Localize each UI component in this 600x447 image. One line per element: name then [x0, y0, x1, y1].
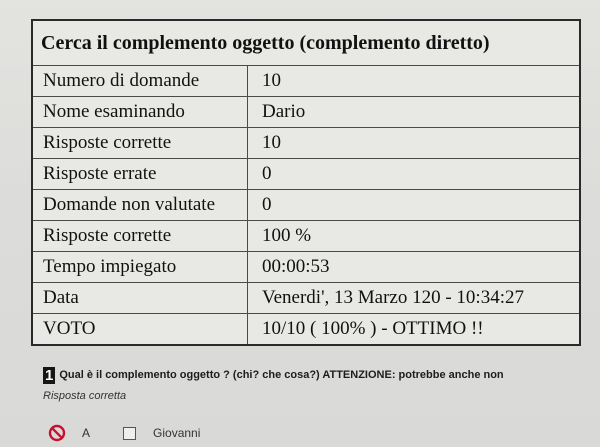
row-value-numero-domande: 10 [248, 66, 581, 97]
answer-option-a[interactable]: A [82, 426, 91, 440]
results-title-row [32, 20, 580, 66]
table-row [32, 97, 580, 128]
row-label-domande-non-valutate: Domande non valutate [32, 190, 248, 221]
question-text: Qual è il complemento oggetto ? (chi? che cosa?) ATTENZIONE: potrebbe anche non [59, 369, 504, 381]
row-value-nome-esaminando: Dario [248, 97, 581, 128]
row-value-tempo-impiegato: 00:00:53 [248, 252, 581, 283]
results-title: Cerca il complemento oggetto (complemento diretto) [32, 20, 580, 66]
table-row [32, 252, 580, 283]
row-value-percentuale-corrette: 100 % [248, 221, 581, 252]
row-label-numero-domande: Numero di domande [32, 66, 248, 97]
row-label-percentuale-corrette: Risposte corrette [32, 221, 248, 252]
row-value-domande-non-valutate: 0 [248, 190, 581, 221]
row-value-risposte-corrette: 10 [248, 128, 581, 159]
results-table [31, 19, 581, 346]
table-row [32, 66, 580, 97]
table-row [32, 221, 580, 252]
row-label-data: Data [32, 283, 248, 314]
answer-option-giovanni[interactable]: Giovanni [153, 426, 201, 440]
row-value-data: Venerdi', 13 Marzo 120 - 10:34:27 [248, 283, 581, 314]
table-row [32, 283, 580, 314]
answer-options [48, 424, 200, 442]
row-label-risposte-errate: Risposte errate [32, 159, 248, 190]
answer-checkbox[interactable] [123, 427, 136, 440]
row-label-tempo-impiegato: Tempo impiegato [32, 252, 248, 283]
answer-result-text: Risposta corretta [43, 390, 127, 402]
question-number-badge: 1 [45, 367, 54, 384]
wrong-icon [48, 424, 66, 442]
table-row [32, 128, 580, 159]
row-value-risposte-errate: 0 [248, 159, 581, 190]
row-label-risposte-corrette: Risposte corrette [32, 128, 248, 159]
table-row [32, 159, 580, 190]
table-row [32, 314, 580, 346]
row-value-voto: 10/10 ( 100% ) - OTTIMO !! [248, 314, 581, 346]
row-label-voto: VOTO [32, 314, 248, 346]
table-row [32, 190, 580, 221]
question-text-line [43, 367, 504, 384]
row-label-nome-esaminando: Nome esaminando [32, 97, 248, 128]
